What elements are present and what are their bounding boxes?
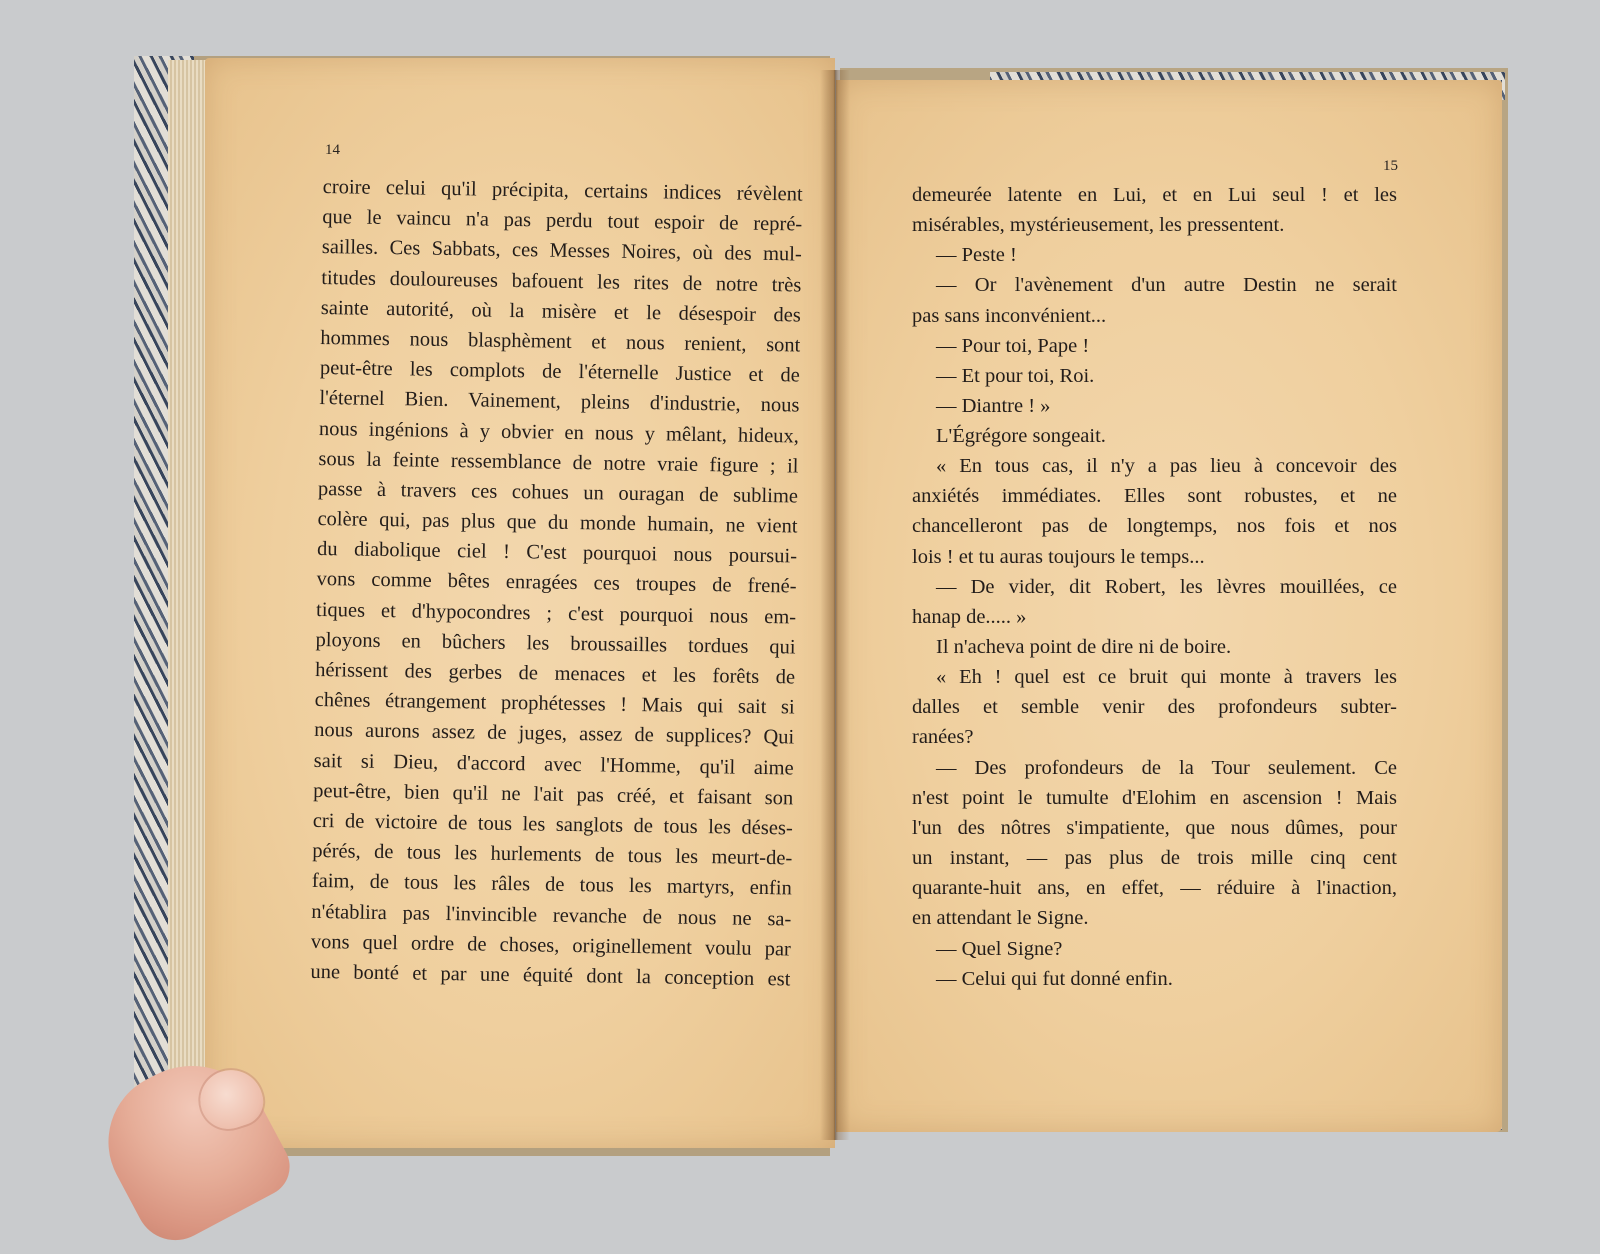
text-line: une bonté et par une équité dont la conception est xyxy=(310,960,791,991)
page-block-edges xyxy=(168,60,208,1130)
text-line: lois ! et tu auras toujours le temps... xyxy=(912,545,1205,568)
right-page-number: 15 xyxy=(1383,158,1398,174)
text-line: — Celui qui fut donné enfin. xyxy=(936,967,1173,990)
text-line: peut-être, bien qu'il ne l'ait pas créé, et faisant son xyxy=(313,779,794,810)
text-line: demeurée latente en Lui, et en Lui seul ! et les xyxy=(912,184,1397,206)
book-gutter xyxy=(820,70,850,1140)
text-line: hérissent des gerbes de menaces et les forêts de xyxy=(315,658,796,689)
left-page-text xyxy=(310,172,803,995)
text-line: nous ingénions à y obvier en nous y mêlant, hideux, xyxy=(318,417,800,448)
text-line: cri de victoire de tous les sanglots de tous les déses- xyxy=(312,809,793,840)
text-line: « En tous cas, il n'y a pas lieu à concevoir des xyxy=(936,455,1397,478)
text-line: quarante-huit ans, en effet, — réduire à l'inaction, xyxy=(912,877,1397,900)
text-line: pérés, de tous les hurlements de tous les meurt-de- xyxy=(312,840,793,870)
text-line: colère qui, pas plus que du monde humain, ne vient xyxy=(317,508,798,538)
text-line: du diabolique ciel ! C'est pourquoi nous poursui- xyxy=(316,538,798,568)
text-line: sailles. Ces Sabbats, ces Messes Noires, où des mul- xyxy=(321,236,802,266)
text-line: croire celui qu'il précipita, certains indices révèlent xyxy=(322,175,803,206)
text-line: misérables, mystérieusement, les pressentent. xyxy=(912,214,1285,237)
text-line: hommes nous blasphèment et nous renient, sont xyxy=(320,326,801,357)
text-line: l'éternel Bien. Vainement, pleins d'industrie, nous xyxy=(319,387,800,417)
text-line: anxiétés immédiates. Elles sont robustes, et ne xyxy=(912,485,1397,508)
text-line: dalles et semble venir des profondeurs subter- xyxy=(912,696,1397,719)
text-line: hanap de..... » xyxy=(912,605,1027,628)
text-line: — Pour toi, Pape ! xyxy=(936,334,1090,357)
text-line: ployons en bûchers les broussailles tordues qui xyxy=(315,628,796,659)
text-line: — Des profondeurs de la Tour seulement. Ce xyxy=(936,756,1397,779)
text-line: ranées? xyxy=(912,726,974,749)
text-line: faim, de tous les râles de tous les martyrs, enfin xyxy=(311,870,792,900)
right-page-text xyxy=(912,180,1397,994)
text-line: L'Égrégore songeait. xyxy=(936,424,1106,447)
text-line: un instant, — pas plus de trois mille cinq cent xyxy=(912,847,1397,870)
text-line: — Diantre ! » xyxy=(936,394,1051,417)
text-line: n'établira pas l'invincible revanche de nous ne sa- xyxy=(311,900,792,930)
text-line: vons quel ordre de choses, originellement voulu par xyxy=(310,930,792,961)
text-line: pas sans inconvénient... xyxy=(912,304,1107,327)
text-line: — Peste ! xyxy=(936,244,1017,267)
text-line: — Quel Signe? xyxy=(936,937,1063,960)
text-line: que le vaincu n'a pas perdu tout espoir de repré- xyxy=(322,206,803,236)
text-line: — Or l'avènement d'un autre Destin ne serait xyxy=(936,274,1397,297)
text-line: n'est point le tumulte d'Elohim en ascension ! Mais xyxy=(912,786,1397,809)
text-line: en attendant le Signe. xyxy=(912,907,1089,930)
text-line: chancelleront pas de longtemps, nos fois et nos xyxy=(912,515,1397,538)
text-line: tiques et d'hypocondres ; c'est pourquoi nous em- xyxy=(315,598,797,629)
text-line: — Et pour toi, Roi. xyxy=(936,364,1095,387)
text-line: sous la feinte ressemblance de notre vraie figure ; il xyxy=(318,447,799,478)
text-line: peut-être les complots de l'éternelle Justice et de xyxy=(319,357,801,387)
text-line: chênes étrangement prophétesses ! Mais qui sait si xyxy=(314,689,795,719)
text-line: Il n'acheva point de dire ni de boire. xyxy=(936,635,1232,658)
text-line: passe à travers ces cohues un ouragan de sublime xyxy=(317,477,799,508)
left-page-number: 14 xyxy=(325,142,340,158)
text-line: — De vider, dit Robert, les lèvres mouillées, ce xyxy=(936,575,1397,598)
text-line: sait si Dieu, d'accord avec l'Homme, qu'il aime xyxy=(313,749,794,780)
text-line: sainte autorité, où la misère et le désespoir des xyxy=(320,296,801,327)
text-line: vons comme bêtes enragées ces troupes de frené- xyxy=(316,568,797,598)
text-line: l'un des nôtres s'impatiente, que nous dûmes, pour xyxy=(912,816,1397,839)
text-line: « Eh ! quel est ce bruit qui monte à travers les xyxy=(936,666,1397,689)
text-line: nous aurons assez de juges, assez de supplices? Qui xyxy=(314,719,795,749)
text-line: titudes douloureuses bafouent les rites de notre très xyxy=(321,266,802,297)
